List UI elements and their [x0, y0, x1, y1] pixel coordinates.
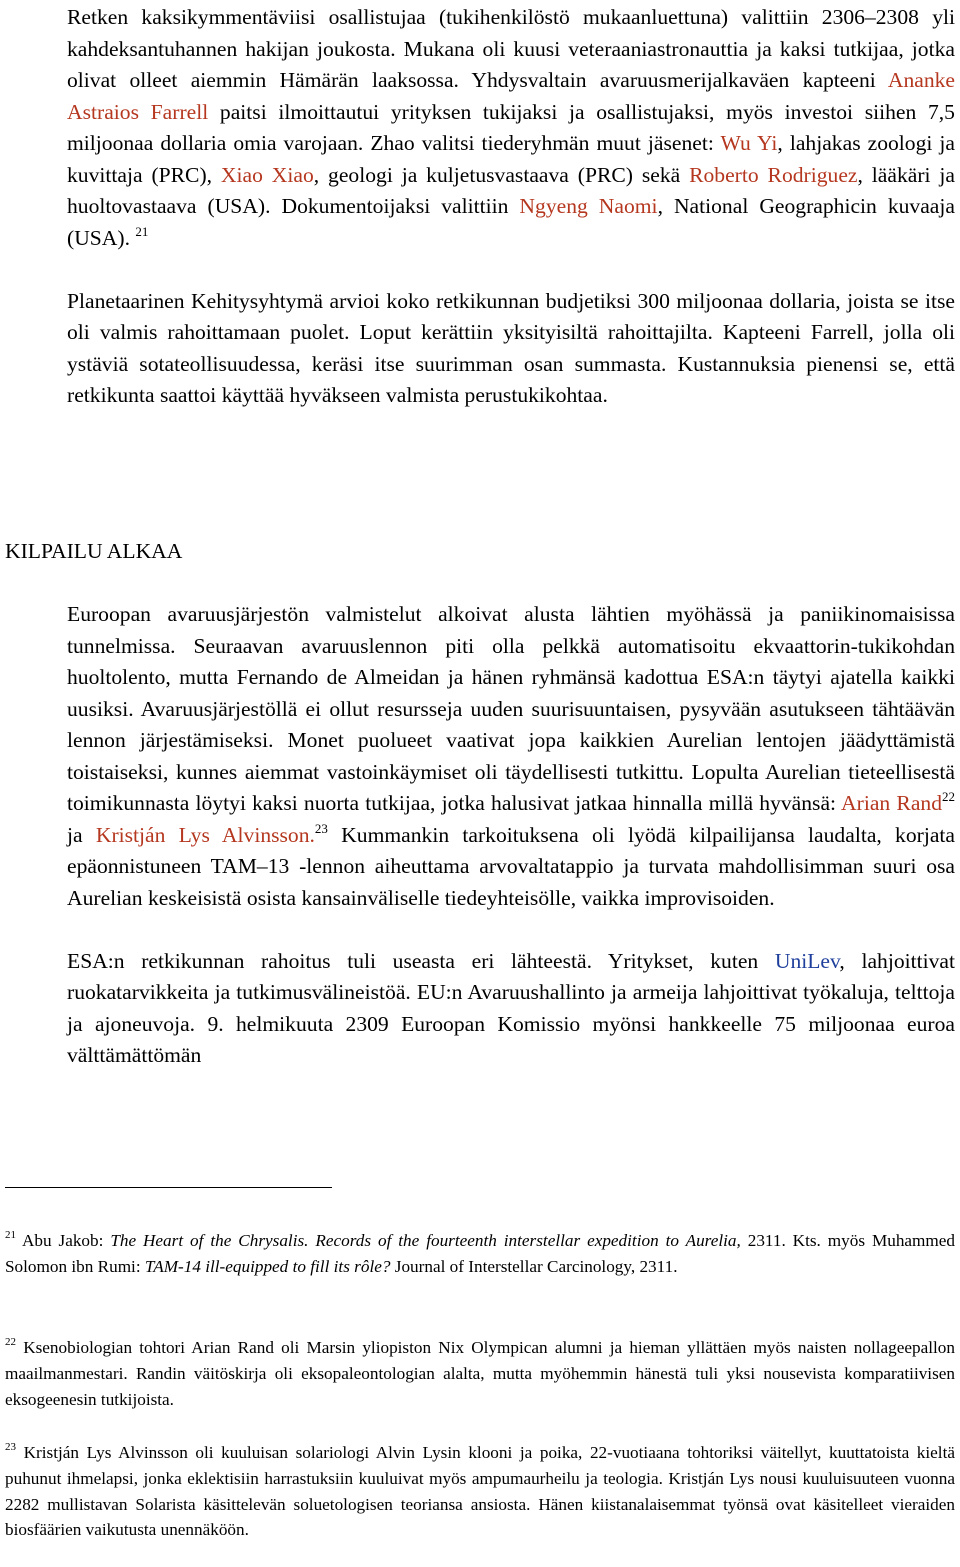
footnote-number: 22 — [5, 1336, 16, 1348]
footnote-number: 21 — [5, 1229, 16, 1241]
footnote-21: $^{21}$ Abu Jakob: The Heart of the Chrysalis. Records of the fourteenth interstellar expedition to Aurelia, 2311. Kts. myös Muhammed Solomon ibn Rumi: TAM-14 ill-equipped to fill its rôle? Journal of Interstellar Carcinology, 2311. — [5, 1229, 956, 1276]
unilev-link[interactable]: UniLev — [774, 948, 840, 973]
person-name-rodriguez[interactable]: Roberto Rodriguez — [689, 162, 858, 187]
body-text-top — [67, 2, 955, 412]
person-name-naomi[interactable]: Ngyeng Naomi — [519, 194, 658, 218]
footnote-ref-21[interactable]: 21 — [135, 223, 149, 239]
footnote-title: The Heart of the Chrysalis. Records of the fourteenth interstellar expedition to Aurelia, — [110, 1231, 741, 1250]
person-name-alvinsson[interactable]: Kristján Lys Alvinsson. — [95, 822, 315, 847]
person-name-arian-rand[interactable]: Arian Rand — [841, 791, 942, 815]
person-name-wu-yi[interactable]: Wu Yi — [720, 131, 778, 155]
person-name-xiao-xiao[interactable]: Xiao Xiao — [220, 162, 314, 187]
footnote-number: 23 — [5, 1441, 16, 1453]
paragraph-budget: Planetaarinen Kehitysyhtymä arvioi koko retkikunnan budjetiksi 300 miljoonaa dollaria, joista se itse oli valmis rahoittamaan puolet. Loput kerättiin yksityisiltä rahoittajilta. Kapteeni Farrell, jolla oli ystäviä sotateollisuudessa, keräsi itse suurimman osan summasta. Kustannuksia pienensi se, että retkikunta saattoi käyttää hyväkseen valmista perustukikohtaa. — [67, 288, 955, 407]
footnote-ref-22[interactable]: 22 — [942, 789, 955, 804]
paragraph-expedition-members: Retken kaksikymmentäviisi osallistujaa (tukihenkilöstö mukaanluettuna) valittiin 2306–2308 yli kahdeksantuhannen hakijan joukosta. Mukana oli kuusi veteraaniastronauttia ja kaksi tutkijaa, jotka olivat olleet aiemmin Hämärän laaksossa. Yhdysvaltain avaruusmerijalkaväen kapteeni Ananke Astraios Farrell paitsi ilmoittautui yrityksen tukijaksi ja osallistujaksi, myös investoi siihen 7,5 miljoonaa dollaria omia varojaan. Zhao valitsi tiederyhmän muut jäsenet: Wu Yi, lahjakas zoologi ja kuvittaja (PRC), Xiao Xiao, geologi ja kuljetusvastaava (PRC) sekä Roberto Rodriguez, lääkäri ja huoltovastaava (USA). Dokumentoijaksi valittiin Ngyeng Naomi, National Geographicin kuvaaja (USA). $^{21}$ — [67, 5, 955, 250]
section-heading: KILPAILU ALKAA — [5, 539, 183, 563]
footnote-divider — [5, 1187, 332, 1188]
footnote-ref-23[interactable]: 23 — [314, 820, 328, 836]
body-text-bottom — [67, 599, 955, 1072]
paragraph-esa-funding: ESA:n retkikunnan rahoitus tuli useasta eri lähteestä. Yritykset, kuten UniLev, lahjoittivat ruokatarvikkeita ja tutkimusvälineistöä. EU:n Avaruushallinto ja armeija lahjoittivat työkaluja, telttoja ja ajoneuvoja. 9. helmikuuta 2309 Euroopan Komissio myönsi hankkeelle 75 miljoonaa euroa välttämättömän — [67, 948, 955, 1067]
footnote-23: $^{23}$ Kristján Lys Alvinsson oli kuuluisan solariologi Alvin Lysin klooni ja poika, 22-vuotiaana tohtoriksi väitellyt, kuuttatoista kieltä puhunut ihmelapsi, jonka eklektisiin harrastuksiin kuuluivat myös ampumaurheilu ja teologia. Kristján Lys nousi kuuluisuuteen vuonna 2282 mullistavan Solarista käsittelevän soluetologisen teoriansa ansiosta. Hänen kiistanalaisemmat työnsä ovat käsitelleet vieraiden biosfäärien vaikutusta unennäköön. — [5, 1441, 955, 1540]
footnote-title: TAM-14 ill-equipped to fill its rôle? — [144, 1256, 391, 1276]
paragraph-esa-preparations: Euroopan avaruusjärjestön valmistelut alkoivat alusta lähtien myöhässä ja paniikinomaisissa tunnelmissa. Seuraavan avaruuslennon piti olla pelkkä automatisoitu ekvaattorin-tukikohdan huoltolento, mutta Fernando de Almeidan ja hänen ryhmänsä kadottua ESA:n täytyi ajatella kaikki uusiksi. Avaruusjärjestöllä ei ollut resursseja uuden suurisuuntaisen, pysyvään asutukseen tähtäävän lennon järjestämiseksi. Monet puolueet vaativat jopa kaikkien Aurelian lentojen jäädyttämistä toistaiseksi, kunnes aiemmat vastoinkäymiset oli täydellisesti tutkittu. Lopulta Aurelian tieteellisestä toimikunnasta löytyi kaksi nuorta tutkijaa, jotka halusivat jatkaa hinnalla millä hyvänsä: Arian Rand$^{22}$ ja Kristján Lys Alvinsson.$^{23}$ Kummankin tarkoituksena oli lyödä kilpailijansa laudalta, korjata epäonnistuneen TAM–13 -lennon aiheuttama arvovaltatappio ja turvata mahdollisimman suuri osa Aurelian keskeisistä osista kansainväliselle tiedeyhteisölle, vaikka improvisoiden. — [67, 602, 956, 910]
footnote-22: $^{22}$ Ksenobiologian tohtori Arian Rand oli Marsin yliopiston Nix Olympican alumni ja hieman yllättäen myös naisten nollageepallon maailmanmestari. Randin väitöskirja oli eksopaleontologian alalta, mutta myöhemmin hänestä tuli yksi nousevista komparatiivisen eksogeenesin tutkijoista. — [5, 1336, 955, 1409]
person-name-farrell[interactable]: Ananke Astraios Farrell — [67, 68, 955, 124]
